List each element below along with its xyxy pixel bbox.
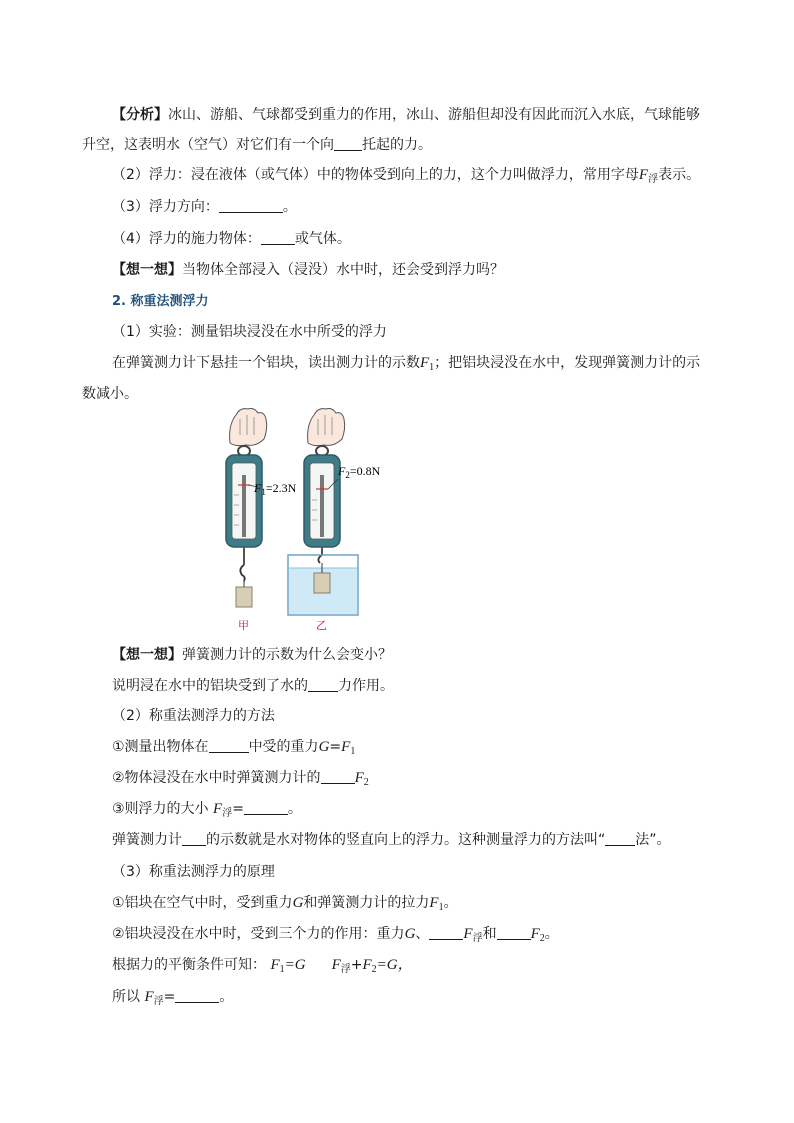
m3-F: F	[213, 801, 223, 817]
answer-blank[interactable]	[308, 676, 338, 692]
f-sub: 浮	[648, 174, 659, 185]
eq-a: 根据力的平衡条件可知：	[112, 957, 271, 973]
m3-a: ③则浮力的大小	[112, 801, 214, 817]
method-paragraph	[112, 830, 671, 850]
so-sub: 浮	[153, 996, 164, 1007]
answer-blank[interactable]	[244, 799, 288, 815]
think-question-1	[112, 260, 504, 280]
mp-c: 法”。	[635, 832, 671, 848]
eq-sub1: 1	[279, 964, 285, 975]
direction-suffix: 。	[282, 199, 297, 215]
explain-b: 力作用。	[338, 678, 394, 694]
p2-c: 和	[482, 926, 497, 942]
left-aluminum-block	[236, 587, 252, 607]
answer-blank[interactable]	[261, 229, 295, 245]
p1-sub: 1	[438, 902, 444, 913]
source-suffix: 或气体。	[294, 231, 351, 247]
f2-label-sub: 2	[345, 470, 350, 480]
label-right: 乙	[316, 619, 327, 632]
experiment-text-1	[112, 353, 700, 373]
buoyancy-source	[112, 229, 351, 249]
think-tag: 【想一想】	[112, 647, 182, 663]
eq-sub2: 2	[371, 964, 377, 975]
def-prefix: （2）浮力：浸在液体（或气体）中的物体受到向上的力，这个力叫做浮力，常用字母	[112, 167, 639, 183]
answer-blank[interactable]	[175, 987, 219, 1003]
so-F: F	[144, 989, 154, 1005]
m1-eq: =	[329, 739, 342, 755]
p1-b: 和弹簧测力计的拉力	[303, 895, 430, 911]
direction-prefix: （3）浮力方向：	[112, 199, 219, 215]
m3-end: 。	[287, 801, 302, 817]
principle-step-2	[112, 924, 559, 944]
analysis-tag: 【分析】	[112, 107, 168, 123]
left-hook	[240, 565, 244, 581]
answer-blank[interactable]	[219, 197, 283, 213]
exp-text-b: ；把铝块浸没在水中，发现弹簧测力计的示	[434, 355, 701, 371]
def-suffix: 表示。	[658, 167, 701, 183]
f1-label-var: F	[254, 481, 262, 495]
analysis-line-2	[82, 135, 432, 155]
method-title: （2）称重法测浮力的方法	[112, 708, 275, 724]
analysis-text-2b: 托起的力。	[362, 137, 432, 153]
p1-F: F	[429, 895, 439, 911]
answer-blank[interactable]	[321, 768, 355, 784]
answer-blank[interactable]	[429, 924, 463, 940]
left-spring-scale	[226, 455, 262, 547]
right-hand-icon	[308, 409, 345, 446]
f2-label-var: F	[338, 464, 346, 478]
m3-eq: =	[232, 801, 244, 817]
principle-step-1	[112, 893, 458, 913]
method-step-2	[112, 768, 369, 788]
p2-F1: F	[463, 926, 473, 942]
so-end: 。	[219, 989, 234, 1005]
f2-label	[337, 464, 381, 480]
m1-a: ①测量出物体在	[112, 739, 209, 755]
mp-a: 弹簧测力计	[112, 832, 182, 848]
m2-a: ②物体浸没在水中时弹簧测力计的	[112, 770, 321, 786]
experiment-title: （1）实验：测量铝块浸没在水中所受的浮力	[112, 324, 387, 340]
so-eq: =	[163, 989, 176, 1005]
p1-G: G	[292, 895, 304, 911]
left-hand-icon	[230, 409, 267, 446]
answer-blank[interactable]	[334, 135, 362, 151]
principle-conclusion	[112, 987, 233, 1007]
figure-svg	[210, 405, 450, 635]
source-prefix: （4）浮力的施力物体：	[112, 231, 261, 247]
f1-label-val: =2.3N	[265, 481, 297, 495]
eq-F2: F	[362, 957, 372, 973]
p2-F2: F	[530, 926, 540, 942]
p1-end: 。	[443, 895, 458, 911]
analysis-line-1	[112, 105, 700, 125]
eq-plus: +	[350, 957, 363, 973]
p2-G: G	[404, 926, 416, 942]
think-tag: 【想一想】	[112, 262, 182, 278]
so-a: 所以	[112, 989, 145, 1005]
answer-blank[interactable]	[209, 737, 249, 753]
think-text: 当物体全部浸入（浸没）水中时，还会受到浮力吗？	[182, 262, 504, 278]
explain-a: 说明浸在水中的铝块受到了水的	[112, 678, 308, 694]
p2-sub1: 浮	[472, 933, 483, 944]
right-aluminum-block	[314, 573, 330, 593]
analysis-text-1: 冰山、游船、气球都受到重力的作用，冰山、游船但却没有因此而沉入水底，气球能够	[168, 107, 700, 123]
section-heading: 2. 称重法测浮力	[112, 294, 209, 309]
method-step-3	[112, 799, 302, 819]
mp-b: 的示数就是水对物体的竖直向上的浮力。这种测量浮力的方法叫“	[206, 832, 606, 848]
p2-sub2: 2	[539, 933, 545, 944]
right-spring-scale	[304, 455, 340, 547]
principle-title: （3）称重法测浮力的原理	[112, 864, 275, 880]
eq-eqG: =G	[284, 957, 306, 973]
p2-a: ②铝块浸没在水中时，受到三个力的作用：重力	[112, 926, 405, 942]
m1-G: G	[318, 739, 330, 755]
label-left: 甲	[238, 619, 249, 632]
p2-b: 、	[415, 926, 430, 942]
answer-blank[interactable]	[497, 924, 531, 940]
f1-label-sub: 1	[261, 487, 266, 497]
explain-line	[112, 676, 394, 696]
principle-equation	[112, 955, 413, 975]
think-question-2	[112, 645, 392, 665]
right-hook	[318, 555, 322, 563]
f1-label	[253, 481, 297, 497]
f1-sub: 1	[429, 362, 435, 373]
buoyancy-direction	[112, 197, 297, 217]
exp-text-a: 在弹簧测力计下悬挂一个铝块，读出测力计的示数	[112, 355, 420, 371]
m2-sub: 2	[363, 777, 369, 788]
m1-sub: 1	[350, 746, 356, 757]
spring-scale-figure	[210, 405, 450, 639]
p1-a: ①铝块在空气中时，受到重力	[112, 895, 293, 911]
answer-blank[interactable]	[182, 830, 206, 846]
answer-blank[interactable]	[605, 830, 635, 846]
eq-end: =G，	[376, 957, 413, 973]
f-var: F	[638, 167, 649, 183]
buoyancy-definition	[112, 165, 700, 185]
eq-F1: F	[270, 957, 280, 973]
m1-b: 中受的重力	[248, 739, 319, 755]
f2-label-val: =0.8N	[349, 464, 381, 478]
think-text: 弹簧测力计的示数为什么会变小？	[182, 647, 392, 663]
p2-end: 。	[544, 926, 559, 942]
m3-sub: 浮	[222, 808, 233, 819]
eq-Ff: F	[331, 957, 341, 973]
method-step-1	[112, 737, 355, 757]
f1-var: F	[420, 355, 430, 371]
m1-F: F	[341, 739, 351, 755]
eq-subf: 浮	[340, 964, 351, 975]
analysis-text-2a: 升空，这表明水（空气）对它们有一个向	[82, 137, 334, 153]
m2-F: F	[354, 770, 364, 786]
experiment-text-2: 数减小。	[82, 386, 138, 402]
